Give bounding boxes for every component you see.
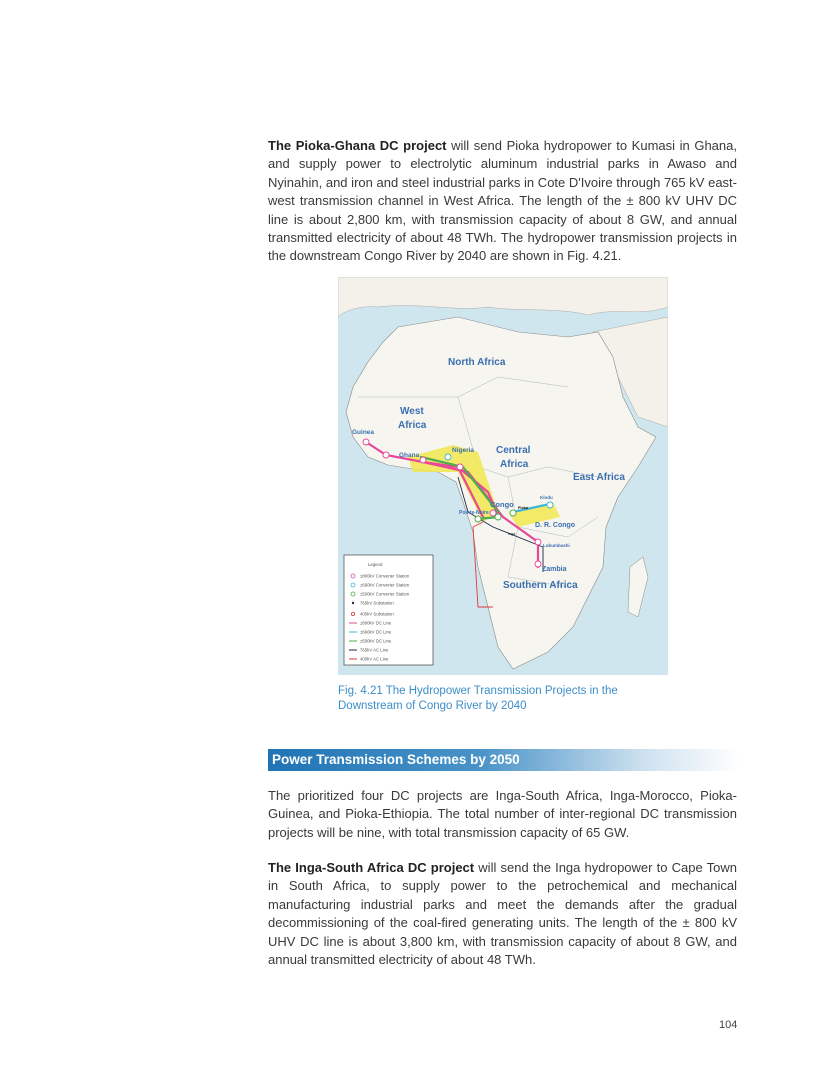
project-name: The Inga-South Africa DC project (268, 860, 475, 875)
section-heading (268, 749, 740, 771)
paragraph-pioka-ghana (268, 137, 737, 266)
caption-line: Fig. 4.21 The Hydropower Transmission Projects in the (338, 685, 618, 697)
region-label: Central (496, 445, 531, 456)
place-label: Congo (490, 500, 514, 509)
place-label: Kindu (540, 495, 553, 500)
section-heading-text: Power Transmission Schemes by 2050 (272, 752, 520, 767)
paragraph-inga-south-africa (268, 859, 737, 969)
legend-item: 400kV Substation (360, 611, 394, 617)
place-label: Pointe-Noire (459, 510, 489, 516)
region-label: Africa (398, 420, 427, 431)
place-label: Zambia (542, 566, 567, 573)
legend-item: ±660kV DC Line (360, 629, 392, 635)
place-label: D. R. Congo (535, 522, 576, 529)
region-label: Southern Africa (503, 580, 578, 591)
map-legend (344, 555, 433, 665)
page-number: 104 (719, 1019, 738, 1031)
legend-title: Legend (368, 562, 383, 567)
project-name: The Pioka-Ghana DC project (268, 138, 447, 153)
legend-item: ±660kV Converter Station (360, 582, 410, 588)
place-label: Nigeria (452, 447, 475, 454)
region-label: North Africa (448, 357, 506, 368)
place-label: Ghana (399, 452, 420, 459)
paragraph-text: will send Pioka hydropower to Kumasi in Ghana, and supply power to electrolytic aluminum industrial parks in Awaso and Nyinahin, and iron and steel industrial parks in Cote D'Ivoire through 765 kV east-west transmission channel in West Africa. The length of the ± 800 kV UHV DC line is about 2,800 km, with transmission capacity of about 8 GW, and annual transmitted electricity of about 48 TWh. The hydropower transmission projects in the downstream Congo River by 2040 are shown in Fig. 4.21. (268, 138, 737, 264)
region-label: Africa (500, 459, 529, 470)
africa-transmission-map (338, 277, 668, 675)
place-label: Lubumbashi (543, 543, 570, 548)
paragraph-text: will send the Inga hydropower to Cape Town in South Africa, to supply power to the petrochemical and mechanical manufacturing industrial parks and meet the demands after the gradual decommissioning of the coal-fired generating units. The length of the ± 800 kV UHV DC line is about 3,800 km, with transmission capacity of about 8 GW, and annual transmitted electricity of about 48 TWh. (268, 860, 737, 968)
region-label: West (400, 406, 424, 417)
place-label: Inga (508, 532, 516, 536)
region-label: East Africa (573, 472, 625, 483)
place-label: Pioka (518, 506, 529, 510)
caption-line: Downstream of Congo River by 2040 (338, 700, 527, 712)
paragraph-2050-overview: The prioritized four DC projects are Inga-South Africa, Inga-Morocco, Pioka-Guinea, and Pioka-Ethiopia. The total number of inter-regional DC transmission projects will be nine, with total transmission capacity of 65 GW. (268, 788, 737, 840)
legend-item: ±500kV Converter Station (360, 591, 410, 597)
legend-item: ±800kV Converter Station (360, 573, 410, 579)
legend-item: 765kV Substation (360, 600, 394, 606)
legend-item: ±500kV DC Line (360, 638, 392, 644)
figure-caption (338, 684, 678, 714)
legend-item: 400kV AC Line (360, 656, 389, 662)
legend-item: 765kV AC Line (360, 647, 389, 653)
legend-item: ±800kV DC Line (360, 620, 392, 626)
place-label: Guinea (352, 429, 375, 436)
